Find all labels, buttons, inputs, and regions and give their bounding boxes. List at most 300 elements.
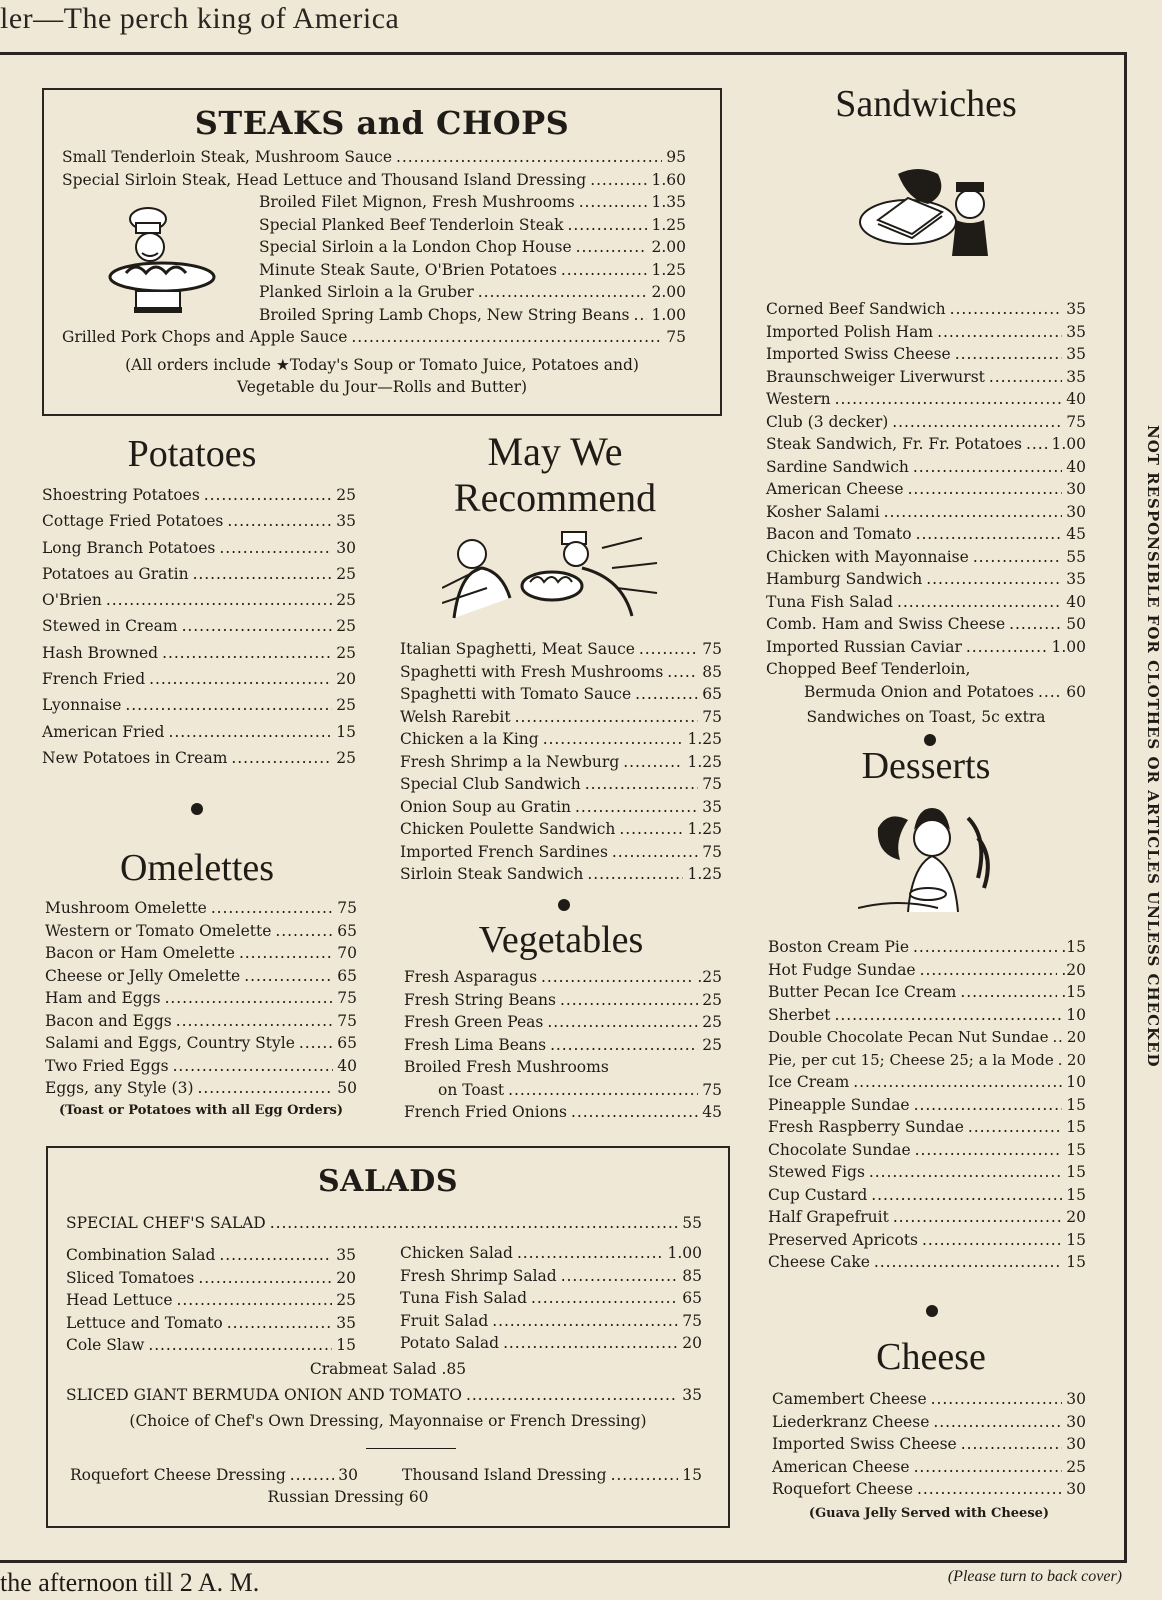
omelettes-list [45, 897, 357, 1100]
dot-leader [182, 613, 333, 639]
dot-leader [231, 745, 332, 771]
item-name: New Potatoes in Cream [42, 748, 228, 767]
item-price: 75 [682, 1311, 702, 1330]
dot-leader [634, 304, 648, 327]
item-name: Cup Custard [768, 1185, 868, 1204]
item-name: French Fried [42, 670, 146, 689]
menu-item [766, 681, 1086, 704]
item-name: American Cheese [766, 480, 904, 498]
footer-right: (Please turn to back cover) [947, 1568, 1122, 1585]
item-price: 1.25 [651, 260, 686, 279]
dot-leader [299, 1032, 333, 1055]
menu-item [400, 751, 722, 774]
menu-item [766, 546, 1086, 569]
dot-leader [874, 1251, 1062, 1274]
dot-leader [227, 1312, 333, 1335]
item-price: 1.00 [1051, 637, 1086, 656]
item-name: Pie, per cut 15; Cheese 25; a la Mode [768, 1050, 1054, 1069]
dot-leader [541, 966, 693, 989]
item-name: Comb. Ham and Swiss Cheese [766, 615, 1006, 633]
dot-leader [239, 942, 333, 965]
item-price: 20 [336, 670, 356, 689]
item-price: 75 [702, 775, 722, 793]
menu-item [404, 1011, 722, 1034]
menu-item [766, 366, 1086, 389]
item-price: 15 [1066, 1253, 1086, 1271]
item-name: Combination Salad [66, 1246, 216, 1264]
dot-leader [915, 1139, 1063, 1162]
item-price: 65 [337, 921, 357, 940]
item-price: 20 [1066, 1208, 1086, 1226]
dot-leader [933, 1411, 1062, 1434]
item-name: Hamburg Sandwich [766, 570, 923, 588]
recommend-title-1: May We [487, 429, 623, 474]
menu-item [66, 1334, 356, 1357]
item-name: SPECIAL CHEF'S SALAD [66, 1214, 266, 1232]
item-name: Eggs, any Style (3) [45, 1079, 194, 1097]
dot-leader [961, 1433, 1063, 1456]
menu-item [45, 1010, 357, 1033]
item-price: 10 [1066, 1005, 1086, 1024]
item-price: 30 [336, 538, 356, 557]
item-name: Spaghetti with Tomato Sauce [400, 685, 632, 703]
item-name: Sliced Tomatoes [66, 1268, 195, 1287]
menu-item [66, 1244, 356, 1267]
menu-item [766, 388, 1086, 411]
item-name: Shoestring Potatoes [42, 486, 200, 504]
separator-dot [191, 803, 203, 815]
item-name: Small Tenderloin Steak, Mushroom Sauce [62, 148, 393, 166]
item-price: 30 [1066, 1390, 1086, 1408]
item-name: Imported Russian Caviar [766, 637, 962, 656]
dot-leader [244, 965, 333, 988]
item-price: 25 [336, 591, 356, 610]
dot-leader [966, 636, 1048, 659]
menu-item [45, 920, 357, 943]
menu-item [62, 236, 686, 259]
menu-item [400, 863, 722, 886]
item-price: 1.00 [1051, 435, 1086, 453]
menu-item [404, 1101, 722, 1124]
item-name: O'Brien [42, 591, 102, 610]
roquefort-dressing [70, 1464, 358, 1487]
menu-item [62, 281, 686, 304]
item-name: Bacon or Ham Omelette [45, 944, 235, 962]
item-price: 1.25 [687, 752, 722, 771]
item-name: Western [766, 390, 831, 408]
item-price: 15 [1066, 1118, 1086, 1136]
item-price: 55 [682, 1214, 702, 1232]
menu-item [42, 692, 356, 718]
dot-leader [148, 1334, 332, 1357]
item-name: Bacon and Tomato [766, 525, 912, 543]
dot-leader [931, 1388, 1063, 1411]
item-name: Chopped Beef Tenderloin, [766, 660, 971, 678]
dot-leader [913, 936, 1057, 959]
recommend-list [400, 638, 722, 886]
item-price: 35 [702, 797, 722, 816]
item-price: 40 [1066, 457, 1086, 476]
item-price: 25 [336, 617, 356, 636]
dot-leader [579, 191, 648, 214]
dot-leader [1009, 613, 1062, 636]
menu-item [766, 343, 1086, 366]
dot-leader [561, 1265, 679, 1288]
item-price: 30 [1066, 480, 1086, 498]
menu-item [772, 1433, 1086, 1456]
menu-item [404, 1056, 722, 1079]
menu-item [766, 568, 1086, 591]
sandwich-illustration [858, 164, 1004, 264]
item-name: on Toast [438, 1080, 505, 1099]
item-price: 85 [682, 1266, 702, 1285]
dot-leader [1058, 1049, 1063, 1072]
item-price: 35 [336, 1246, 356, 1264]
menu-item [400, 818, 722, 841]
item-price: 2.00 [651, 283, 686, 301]
item-price: 30 [1066, 1480, 1086, 1498]
item-price: .20 [1061, 960, 1086, 979]
item-price: 25 [702, 1013, 722, 1031]
dot-leader [561, 259, 648, 282]
potatoes-title: Potatoes [127, 433, 257, 475]
item-price: 75 [702, 707, 722, 726]
dot-leader [149, 666, 332, 692]
item-price: 30 [338, 1466, 358, 1484]
dot-leader [177, 1289, 333, 1312]
item-name: Ice Cream [768, 1073, 850, 1091]
menu-item [768, 959, 1086, 982]
item-price: 75 [702, 1080, 722, 1099]
item-name: Special Sirloin Steak, Head Lettuce and Thousand Island Dressing [62, 170, 587, 189]
dot-leader [908, 478, 1063, 501]
dot-leader [871, 1184, 1062, 1207]
dot-leader [219, 1244, 332, 1267]
item-price: .15 [1061, 938, 1086, 956]
dot-leader [162, 640, 332, 666]
item-name: Preserved Apricots [768, 1230, 919, 1249]
menu-item [400, 683, 722, 706]
dot-leader [576, 236, 648, 259]
menu-item [45, 965, 357, 988]
item-name: Club (3 decker) [766, 412, 889, 431]
omelettes-title: Omelettes [119, 847, 275, 889]
dot-leader [198, 1267, 332, 1290]
item-name: Long Branch Potatoes [42, 538, 216, 557]
item-price: 35 [682, 1386, 702, 1404]
item-price: 25 [1066, 1457, 1086, 1476]
menu-item [766, 613, 1086, 636]
item-price: 25 [336, 564, 356, 583]
dot-leader [219, 535, 332, 561]
item-name: Fresh Shrimp Salad [400, 1266, 557, 1285]
menu-item [768, 1116, 1086, 1139]
item-name: Pineapple Sundae [768, 1095, 910, 1114]
dot-leader [590, 169, 647, 192]
item-name: Fresh Green Peas [404, 1013, 544, 1031]
dot-leader [125, 692, 332, 718]
dot-leader [575, 796, 698, 819]
dot-leader [1052, 1026, 1062, 1049]
menu-item [400, 1310, 702, 1333]
menu-item [42, 561, 356, 587]
menu-item [404, 1034, 722, 1057]
dot-leader [587, 863, 683, 886]
item-price: 20 [1066, 1050, 1086, 1069]
menu-item [400, 728, 722, 751]
menu-item [45, 897, 357, 920]
item-name: Grilled Pork Chops and Apple Sauce [62, 328, 348, 346]
item-name: Boston Cream Pie [768, 938, 910, 956]
menu-item [404, 1079, 722, 1102]
item-name: Tuna Fish Salad [766, 592, 894, 611]
item-name: Butter Pecan Ice Cream [768, 983, 957, 1001]
menu-item [62, 214, 686, 237]
item-name: Kosher Salami [766, 502, 880, 521]
vegetables-list [404, 966, 722, 1124]
dot-leader [198, 1077, 334, 1100]
item-name: SLICED GIANT BERMUDA ONION AND TOMATO [66, 1386, 462, 1404]
salads-title: SALADS [318, 1164, 458, 1199]
item-name: Special Sirloin a la London Chop House [259, 238, 572, 256]
dot-leader [211, 897, 333, 920]
item-name: Camembert Cheese [772, 1390, 927, 1408]
item-price: 1.00 [667, 1244, 702, 1262]
item-name: Spaghetti with Fresh Mushrooms [400, 662, 664, 681]
item-price: 15 [1066, 1185, 1086, 1204]
dot-leader [937, 321, 1062, 344]
menu-item [42, 508, 356, 534]
item-name: Two Fried Eggs [45, 1056, 169, 1075]
item-price: 25 [336, 486, 356, 504]
salads-left [66, 1244, 356, 1357]
dot-leader [950, 298, 1063, 321]
dot-leader [968, 1116, 1062, 1139]
dot-leader [168, 719, 332, 745]
item-name: Fresh Raspberry Sundae [768, 1118, 964, 1136]
item-name: Cole Slaw [66, 1336, 145, 1354]
item-price: 45 [1066, 525, 1086, 543]
item-price: 45 [702, 1103, 722, 1121]
item-name: Fresh Shrimp a la Newburg [400, 752, 620, 771]
item-name: Chicken a la King [400, 730, 539, 748]
menu-item [42, 640, 356, 666]
menu-item [62, 146, 686, 169]
steaks-note-1: (All orders include ★Today's Soup or Tomato Juice, Potatoes and) [125, 356, 639, 374]
dot-leader [204, 482, 332, 508]
item-price: 50 [337, 1079, 357, 1097]
divider [366, 1448, 456, 1449]
dot-leader [517, 1242, 664, 1265]
item-name: Imported Swiss Cheese [766, 345, 951, 363]
dot-leader [835, 1004, 1063, 1027]
menu-item [62, 326, 686, 349]
sandwiches-list [766, 298, 1086, 703]
dot-leader [173, 1055, 334, 1078]
desserts-list [768, 936, 1086, 1274]
dot-leader [612, 841, 698, 864]
menu-item [400, 706, 722, 729]
dot-leader [623, 751, 683, 774]
desserts-title: Desserts [861, 745, 991, 787]
item-name: Broiled Fresh Mushrooms [404, 1058, 609, 1076]
sandwiches-title: Sandwiches [835, 83, 1017, 125]
dot-leader [270, 1212, 679, 1235]
item-name: Sherbet [768, 1005, 831, 1024]
menu-item [766, 456, 1086, 479]
item-name: Lettuce and Tomato [66, 1313, 223, 1332]
item-name: Fresh Lima Beans [404, 1035, 547, 1054]
cheese-title: Cheese [876, 1336, 986, 1378]
dot-leader [515, 706, 699, 729]
item-name: Mushroom Omelette [45, 899, 207, 917]
menu-item [400, 661, 722, 684]
dot-leader [560, 989, 698, 1012]
item-name: Double Chocolate Pecan Nut Sundae [768, 1028, 1049, 1046]
item-price: 70 [337, 944, 357, 962]
menu-item [66, 1312, 356, 1335]
top-caption: ler—The perch king of America [0, 2, 400, 35]
menu-item [42, 482, 356, 508]
menu-item [42, 719, 356, 745]
item-price: 10 [1066, 1073, 1086, 1091]
item-name: Planked Sirloin a la Gruber [259, 283, 474, 301]
item-name: Special Club Sandwich [400, 775, 581, 793]
item-name: Thousand Island Dressing [402, 1466, 607, 1484]
dot-leader [920, 959, 1058, 982]
item-price: 15 [1066, 1140, 1086, 1159]
dot-leader [922, 1229, 1062, 1252]
menu-item [400, 1265, 702, 1288]
menu-item [400, 1287, 702, 1310]
dot-leader [926, 568, 1062, 591]
item-price: 20 [682, 1334, 702, 1352]
item-price: 35 [336, 1313, 356, 1332]
thousand-dressing [402, 1464, 702, 1487]
item-price: 75 [337, 1011, 357, 1030]
menu-item [400, 841, 722, 864]
item-name: Cheese Cake [768, 1253, 870, 1271]
item-price: 65 [337, 1034, 357, 1052]
recommend-title-2: Recommend [453, 475, 657, 520]
item-price: 1.35 [651, 193, 686, 211]
item-name: Bacon and Eggs [45, 1011, 172, 1030]
item-price: 25 [702, 990, 722, 1009]
item-price: 35 [1066, 300, 1086, 318]
item-price: 1.00 [651, 305, 686, 324]
menu-item [45, 1032, 357, 1055]
item-price: 75 [702, 842, 722, 861]
dot-leader [165, 987, 334, 1010]
menu-item [768, 1139, 1086, 1162]
item-name: Roquefort Cheese [772, 1480, 914, 1498]
menu-item [400, 773, 722, 796]
item-name: Western or Tomato Omelette [45, 921, 272, 940]
item-price: 75 [702, 640, 722, 658]
item-price: 60 [1066, 682, 1086, 701]
item-name: Tuna Fish Salad [400, 1289, 528, 1307]
dot-leader [176, 1010, 334, 1033]
menu-item [62, 259, 686, 282]
dot-leader [547, 1011, 698, 1034]
item-price: 75 [337, 899, 357, 917]
item-price: 75 [1066, 412, 1086, 431]
dot-leader [897, 591, 1062, 614]
menu-item [42, 745, 356, 771]
menu-item [772, 1411, 1086, 1434]
dot-leader [1026, 433, 1047, 456]
menu-item [772, 1478, 1086, 1501]
item-price: 75 [337, 989, 357, 1007]
item-price: 30 [1066, 502, 1086, 521]
menu-item [45, 1077, 357, 1100]
crabmeat-salad: Crabmeat Salad .85 [309, 1360, 467, 1378]
item-name: Hash Browned [42, 643, 159, 662]
menu-item [766, 433, 1086, 456]
menu-item [62, 304, 686, 327]
menu-item [400, 1242, 702, 1265]
item-price: 15 [336, 1336, 356, 1354]
item-price: 65 [682, 1289, 702, 1307]
cheese-note: (Guava Jelly Served with Cheese) [808, 1506, 1050, 1521]
menu-item [766, 411, 1086, 434]
item-name: Chicken Poulette Sandwich [400, 820, 616, 838]
item-price: 30 [1066, 1412, 1086, 1431]
dot-leader [635, 683, 698, 706]
item-price: 40 [337, 1056, 357, 1075]
dot-leader [884, 501, 1063, 524]
item-price: 30 [1066, 1435, 1086, 1453]
item-name: Braunschweiger Liverwurst [766, 367, 985, 386]
menu-item [768, 1071, 1086, 1094]
dot-leader [667, 661, 698, 684]
vegetables-title: Vegetables [478, 919, 644, 961]
dot-leader [611, 1464, 679, 1487]
item-name: Imported French Sardines [400, 842, 608, 861]
menu-item [768, 1026, 1086, 1049]
item-name: Liederkranz Cheese [772, 1412, 930, 1431]
item-price: 1.25 [651, 215, 686, 234]
menu-item [400, 796, 722, 819]
menu-item [772, 1456, 1086, 1479]
footer-left: the afternoon till 2 A. M. [0, 1568, 260, 1597]
item-name: Half Grapefruit [768, 1208, 889, 1226]
item-name: Bermuda Onion and Potatoes [804, 682, 1034, 701]
item-price: 1.25 [687, 820, 722, 838]
menu-item [768, 1161, 1086, 1184]
menu-item [768, 1094, 1086, 1117]
item-name: Fruit Salad [400, 1311, 489, 1330]
menu-item [772, 1388, 1086, 1411]
item-name: Fresh String Beans [404, 990, 556, 1009]
cheese-list [772, 1388, 1086, 1501]
item-name: Roquefort Cheese Dressing [70, 1466, 286, 1484]
dot-leader [869, 1161, 1062, 1184]
item-price: 35 [1066, 367, 1086, 386]
item-price: 35 [336, 512, 356, 531]
item-name: Minute Steak Saute, O'Brien Potatoes [259, 260, 557, 279]
item-name: Fresh Asparagus [404, 968, 538, 986]
chef-salad [66, 1212, 702, 1235]
item-name: Head Lettuce [66, 1291, 173, 1309]
item-name: Salami and Eggs, Country Style [45, 1034, 295, 1052]
menu-item [766, 591, 1086, 614]
dot-leader [639, 638, 698, 661]
menu-item [45, 987, 357, 1010]
menu-item [766, 298, 1086, 321]
item-name: Chocolate Sundae [768, 1140, 911, 1159]
item-price: .15 [1061, 983, 1086, 1001]
